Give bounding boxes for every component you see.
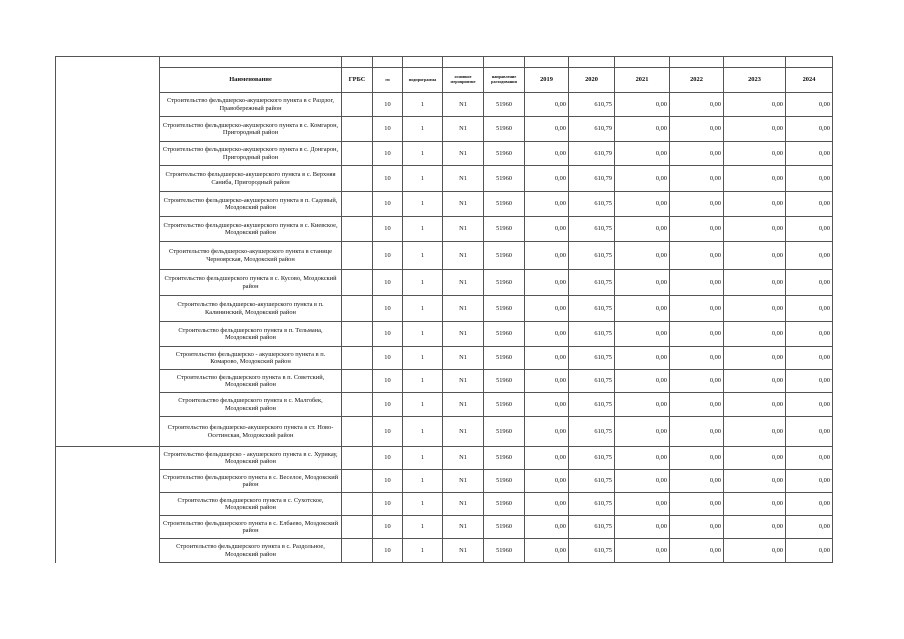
row-gp: 10	[373, 117, 403, 142]
row-gp: 10	[373, 192, 403, 217]
row-value: 0,00	[724, 270, 786, 296]
row-value: 0,00	[615, 270, 670, 296]
row-value: 0,00	[615, 393, 670, 417]
header-year: 2020	[569, 68, 615, 93]
header-year: 2022	[670, 68, 724, 93]
header-main-event: основное мероприятие	[443, 68, 484, 93]
row-direction: 51960	[484, 470, 525, 493]
row-main-event: N1	[443, 516, 484, 539]
row-value: 0,00	[615, 322, 670, 347]
row-main-event: N1	[443, 322, 484, 347]
row-value: 0,00	[525, 516, 569, 539]
header-spacer-row	[56, 57, 833, 68]
row-value: 610,75	[569, 322, 615, 347]
row-value: 0,00	[525, 296, 569, 322]
row-name: Строительство фельдшерско-акушерского пункта в с Раздзог, Правобережный район	[160, 93, 342, 117]
row-value: 0,00	[615, 447, 670, 470]
row-gp: 10	[373, 322, 403, 347]
row-gp: 10	[373, 470, 403, 493]
row-gutter	[56, 493, 160, 516]
row-value: 610,75	[569, 370, 615, 393]
row-name: Строительство фельдшерского пункта в п. Советский, Моздокский район	[160, 370, 342, 393]
row-main-event: N1	[443, 393, 484, 417]
row-grbs	[342, 393, 373, 417]
row-main-event: N1	[443, 166, 484, 192]
row-value: 0,00	[525, 192, 569, 217]
row-direction: 51960	[484, 296, 525, 322]
table-row	[56, 539, 833, 563]
row-value: 0,00	[724, 470, 786, 493]
row-name: Строительство фельдшерско-акушерского пункта в п. Калининский, Моздокский район	[160, 296, 342, 322]
row-name: Строительство фельдшерского пункта в с. Елбаево, Моздокский район	[160, 516, 342, 539]
row-main-event: N1	[443, 296, 484, 322]
row-value: 0,00	[615, 516, 670, 539]
row-value: 0,00	[525, 217, 569, 242]
row-subprogram: 1	[403, 447, 443, 470]
row-value: 0,00	[724, 117, 786, 142]
table-row	[56, 370, 833, 393]
row-value: 0,00	[670, 242, 724, 270]
row-value: 0,00	[670, 322, 724, 347]
header-year: 2021	[615, 68, 670, 93]
row-value: 0,00	[615, 417, 670, 447]
row-subprogram: 1	[403, 166, 443, 192]
row-value: 0,00	[670, 447, 724, 470]
row-gutter	[56, 166, 160, 192]
row-value: 0,00	[525, 447, 569, 470]
table-body	[56, 93, 833, 563]
row-value: 0,00	[724, 166, 786, 192]
row-value: 0,00	[786, 192, 833, 217]
row-subprogram: 1	[403, 417, 443, 447]
row-value: 0,00	[724, 370, 786, 393]
row-name: Строительство фельдшерско-акушерского пункта в с. Киевское, Моздокский район	[160, 217, 342, 242]
table-row	[56, 470, 833, 493]
row-value: 0,00	[724, 242, 786, 270]
row-grbs	[342, 370, 373, 393]
row-gutter	[56, 347, 160, 370]
row-value: 0,00	[615, 347, 670, 370]
row-subprogram: 1	[403, 296, 443, 322]
row-name: Строительство фельдшерско-акушерского пункта в с. Верхняя Саниба, Пригородный район	[160, 166, 342, 192]
row-value: 0,00	[525, 370, 569, 393]
row-main-event: N1	[443, 417, 484, 447]
row-subprogram: 1	[403, 242, 443, 270]
header-year: 2024	[786, 68, 833, 93]
row-name: Строительство фельдшерского пункта в п. Тельмана, Моздокский район	[160, 322, 342, 347]
table-row	[56, 296, 833, 322]
table-row	[56, 242, 833, 270]
row-value: 0,00	[786, 539, 833, 563]
row-name: Строительство фельдшерского пункта в с. Малгобек, Моздокский район	[160, 393, 342, 417]
row-value: 0,00	[525, 242, 569, 270]
row-value: 0,00	[615, 142, 670, 166]
row-value: 0,00	[786, 447, 833, 470]
row-value: 0,00	[724, 493, 786, 516]
row-value: 610,75	[569, 242, 615, 270]
row-subprogram: 1	[403, 93, 443, 117]
row-grbs	[342, 117, 373, 142]
row-value: 0,00	[786, 270, 833, 296]
row-value: 0,00	[724, 516, 786, 539]
row-name: Строительство фельдшерского пункта в с. Раздольное, Моздокский район	[160, 539, 342, 563]
row-direction: 51960	[484, 270, 525, 296]
row-gp: 10	[373, 242, 403, 270]
row-gutter	[56, 192, 160, 217]
table-row	[56, 166, 833, 192]
row-gutter	[56, 117, 160, 142]
header-row	[56, 68, 833, 93]
row-value: 0,00	[525, 417, 569, 447]
row-direction: 51960	[484, 347, 525, 370]
row-value: 0,00	[670, 370, 724, 393]
row-value: 0,00	[724, 142, 786, 166]
row-grbs	[342, 296, 373, 322]
row-direction: 51960	[484, 322, 525, 347]
row-gutter	[56, 242, 160, 270]
row-value: 610,75	[569, 217, 615, 242]
row-direction: 51960	[484, 447, 525, 470]
row-value: 610,75	[569, 417, 615, 447]
row-name: Строительство фельдшерско-акушерского пункта в станице Черноярская, Моздокский район	[160, 242, 342, 270]
row-grbs	[342, 217, 373, 242]
row-value: 0,00	[670, 296, 724, 322]
row-name: Строительство фельдшерско-акушерского пункта в ст. Ново-Осетинская, Моздокский район	[160, 417, 342, 447]
row-main-event: N1	[443, 470, 484, 493]
row-gp: 10	[373, 493, 403, 516]
row-value: 0,00	[525, 393, 569, 417]
row-subprogram: 1	[403, 493, 443, 516]
row-grbs	[342, 270, 373, 296]
row-subprogram: 1	[403, 470, 443, 493]
row-grbs	[342, 93, 373, 117]
row-value: 0,00	[724, 347, 786, 370]
row-gp: 10	[373, 393, 403, 417]
table-row	[56, 516, 833, 539]
row-value: 0,00	[724, 192, 786, 217]
row-value: 0,00	[525, 270, 569, 296]
row-value: 610,79	[569, 142, 615, 166]
table-row	[56, 347, 833, 370]
row-direction: 51960	[484, 493, 525, 516]
row-grbs	[342, 493, 373, 516]
budget-table	[55, 56, 833, 563]
row-value: 610,75	[569, 516, 615, 539]
row-subprogram: 1	[403, 142, 443, 166]
row-main-event: N1	[443, 142, 484, 166]
row-direction: 51960	[484, 539, 525, 563]
row-value: 610,75	[569, 192, 615, 217]
row-gp: 10	[373, 417, 403, 447]
row-gp: 10	[373, 142, 403, 166]
row-value: 0,00	[724, 217, 786, 242]
row-gp: 10	[373, 539, 403, 563]
row-value: 0,00	[670, 93, 724, 117]
row-value: 0,00	[525, 117, 569, 142]
row-value: 0,00	[786, 296, 833, 322]
row-value: 0,00	[786, 347, 833, 370]
row-gutter	[56, 296, 160, 322]
row-gp: 10	[373, 270, 403, 296]
row-subprogram: 1	[403, 217, 443, 242]
row-grbs	[342, 242, 373, 270]
row-value: 610,75	[569, 93, 615, 117]
row-subprogram: 1	[403, 539, 443, 563]
header-gp: гп	[373, 68, 403, 93]
row-main-event: N1	[443, 370, 484, 393]
row-value: 0,00	[724, 93, 786, 117]
row-value: 0,00	[724, 417, 786, 447]
table-row	[56, 447, 833, 470]
header-direction: направление расходования	[484, 68, 525, 93]
row-value: 0,00	[786, 217, 833, 242]
row-value: 0,00	[670, 417, 724, 447]
row-gutter	[56, 93, 160, 117]
row-value: 0,00	[615, 117, 670, 142]
row-subprogram: 1	[403, 393, 443, 417]
row-value: 0,00	[525, 347, 569, 370]
row-direction: 51960	[484, 166, 525, 192]
row-grbs	[342, 539, 373, 563]
row-direction: 51960	[484, 93, 525, 117]
row-value: 0,00	[670, 270, 724, 296]
row-name: Строительство фельдшерско-акушерского пункта в с. Комгарон, Пригородный район	[160, 117, 342, 142]
row-value: 0,00	[525, 470, 569, 493]
budget-table-sheet	[55, 56, 832, 563]
row-direction: 51960	[484, 370, 525, 393]
row-value: 0,00	[786, 93, 833, 117]
row-main-event: N1	[443, 93, 484, 117]
row-value: 610,75	[569, 296, 615, 322]
row-gutter	[56, 370, 160, 393]
row-value: 0,00	[615, 370, 670, 393]
row-subprogram: 1	[403, 322, 443, 347]
row-grbs	[342, 417, 373, 447]
row-value: 0,00	[615, 93, 670, 117]
row-grbs	[342, 322, 373, 347]
row-value: 0,00	[724, 539, 786, 563]
table-row	[56, 493, 833, 516]
row-subprogram: 1	[403, 370, 443, 393]
table-row	[56, 93, 833, 117]
row-value: 0,00	[670, 493, 724, 516]
row-value: 0,00	[670, 470, 724, 493]
row-main-event: N1	[443, 242, 484, 270]
row-value: 0,00	[615, 217, 670, 242]
row-value: 0,00	[786, 242, 833, 270]
row-grbs	[342, 447, 373, 470]
row-main-event: N1	[443, 270, 484, 296]
row-direction: 51960	[484, 117, 525, 142]
row-value: 0,00	[525, 166, 569, 192]
row-gutter	[56, 322, 160, 347]
row-value: 610,75	[569, 347, 615, 370]
table-row	[56, 117, 833, 142]
row-name: Строительство фельдшерско - акушерского пункта в п. Комарово, Моздокский район	[160, 347, 342, 370]
row-value: 0,00	[525, 322, 569, 347]
row-value: 0,00	[670, 117, 724, 142]
row-value: 0,00	[615, 192, 670, 217]
row-main-event: N1	[443, 493, 484, 516]
row-name: Строительство фельдшерского пункта в с. Веселое, Моздокский район	[160, 470, 342, 493]
row-value: 610,75	[569, 539, 615, 563]
row-gutter	[56, 393, 160, 417]
row-value: 0,00	[786, 493, 833, 516]
table-row	[56, 192, 833, 217]
row-subprogram: 1	[403, 270, 443, 296]
row-grbs	[342, 516, 373, 539]
row-value: 0,00	[670, 217, 724, 242]
header-subprogram: подпрограмма	[403, 68, 443, 93]
row-direction: 51960	[484, 417, 525, 447]
row-direction: 51960	[484, 192, 525, 217]
row-direction: 51960	[484, 142, 525, 166]
row-name: Строительство фельдшерско-акушерского пункта в с. Донгарон, Пригородный район	[160, 142, 342, 166]
row-gutter	[56, 516, 160, 539]
row-direction: 51960	[484, 217, 525, 242]
row-name: Строительство фельдшерско-акушерского пункта в п. Садовый, Моздокский район	[160, 192, 342, 217]
row-value: 0,00	[786, 166, 833, 192]
row-gp: 10	[373, 217, 403, 242]
row-main-event: N1	[443, 192, 484, 217]
row-main-event: N1	[443, 539, 484, 563]
row-value: 0,00	[786, 470, 833, 493]
row-main-event: N1	[443, 217, 484, 242]
row-subprogram: 1	[403, 347, 443, 370]
row-gp: 10	[373, 166, 403, 192]
row-value: 0,00	[615, 539, 670, 563]
row-value: 610,75	[569, 470, 615, 493]
table-row	[56, 322, 833, 347]
row-value: 0,00	[615, 242, 670, 270]
row-direction: 51960	[484, 516, 525, 539]
row-grbs	[342, 192, 373, 217]
row-gp: 10	[373, 370, 403, 393]
row-value: 0,00	[670, 516, 724, 539]
row-value: 0,00	[786, 117, 833, 142]
row-value: 0,00	[670, 142, 724, 166]
row-value: 0,00	[525, 93, 569, 117]
row-gutter	[56, 470, 160, 493]
row-value: 0,00	[615, 166, 670, 192]
row-value: 0,00	[670, 393, 724, 417]
row-main-event: N1	[443, 447, 484, 470]
row-main-event: N1	[443, 347, 484, 370]
row-value: 0,00	[615, 470, 670, 493]
row-subprogram: 1	[403, 516, 443, 539]
header-grbs: ГРБС	[342, 68, 373, 93]
row-value: 0,00	[525, 142, 569, 166]
row-subprogram: 1	[403, 192, 443, 217]
header-year: 2019	[525, 68, 569, 93]
row-value: 0,00	[786, 417, 833, 447]
row-gutter	[56, 142, 160, 166]
row-grbs	[342, 470, 373, 493]
row-gp: 10	[373, 296, 403, 322]
row-grbs	[342, 347, 373, 370]
row-value: 0,00	[525, 493, 569, 516]
row-subprogram: 1	[403, 117, 443, 142]
row-direction: 51960	[484, 242, 525, 270]
row-grbs	[342, 142, 373, 166]
row-gp: 10	[373, 347, 403, 370]
row-value: 0,00	[670, 539, 724, 563]
row-gutter	[56, 417, 160, 447]
row-value: 0,00	[786, 142, 833, 166]
row-value: 0,00	[670, 347, 724, 370]
row-value: 0,00	[724, 322, 786, 347]
row-name: Строительство фельдшерского пункта в с. Сухотское, Моздокский район	[160, 493, 342, 516]
row-name: Строительство фельдшерско - акушерского пункта в с. Хурикау, Моздокский район	[160, 447, 342, 470]
row-main-event: N1	[443, 117, 484, 142]
row-value: 610,75	[569, 447, 615, 470]
row-value: 0,00	[670, 166, 724, 192]
row-value: 0,00	[615, 296, 670, 322]
row-gutter	[56, 217, 160, 242]
row-value: 0,00	[786, 516, 833, 539]
header-year: 2023	[724, 68, 786, 93]
header-name: Наименование	[160, 68, 342, 93]
row-grbs	[342, 166, 373, 192]
row-value: 610,79	[569, 166, 615, 192]
table-row	[56, 142, 833, 166]
row-value: 0,00	[786, 370, 833, 393]
row-value: 0,00	[786, 393, 833, 417]
row-value: 610,75	[569, 493, 615, 516]
row-value: 0,00	[615, 493, 670, 516]
table-row	[56, 217, 833, 242]
row-value: 0,00	[525, 539, 569, 563]
table-row	[56, 417, 833, 447]
row-name: Строительство фельдшерского пункта в с. Кусово, Моздокский район	[160, 270, 342, 296]
row-value: 610,75	[569, 393, 615, 417]
row-gutter	[56, 447, 160, 470]
table-row	[56, 270, 833, 296]
row-value: 0,00	[724, 447, 786, 470]
table-row	[56, 393, 833, 417]
row-value: 0,00	[670, 192, 724, 217]
row-gutter	[56, 270, 160, 296]
row-value: 610,75	[569, 270, 615, 296]
row-direction: 51960	[484, 393, 525, 417]
row-gp: 10	[373, 93, 403, 117]
row-value: 0,00	[724, 393, 786, 417]
row-gp: 10	[373, 447, 403, 470]
row-gp: 10	[373, 516, 403, 539]
row-value: 610,79	[569, 117, 615, 142]
row-value: 0,00	[724, 296, 786, 322]
row-gutter	[56, 539, 160, 563]
row-value: 0,00	[786, 322, 833, 347]
